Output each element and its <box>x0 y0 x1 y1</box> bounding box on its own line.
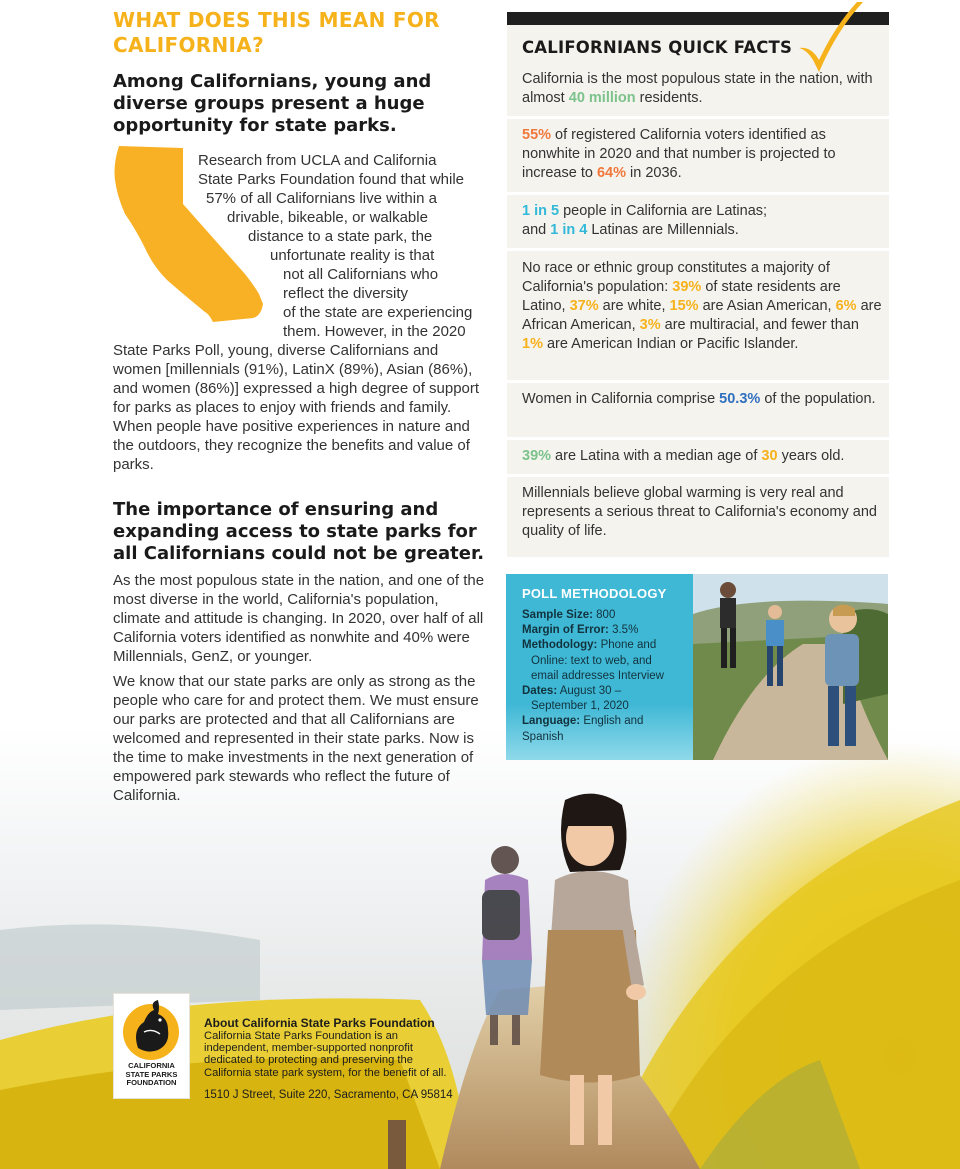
stat-1-in-4: 1 in 4 <box>550 222 588 238</box>
logo-wordmark: CALIFORNIA STATE PARKS FOUNDATION <box>125 1061 178 1087</box>
fact-latinas: 1 in 5 people in California are Latinas; and 1 in 4 Latinas are Millennials. <box>522 203 768 238</box>
research-line: of the state are experiencing <box>283 304 473 321</box>
about-body: California State Parks Foundation is an independent, member-supported nonprofit dedicated to protecting and preserving the California state park system, for the benefit of all. <box>204 1030 447 1079</box>
section-kicker: WHAT DOES THIS MEAN FOR CALIFORNIA? <box>113 8 440 57</box>
fact-divider <box>507 437 889 440</box>
fact-population: California is the most populous state in the nation, with almost 40 million residents. <box>522 71 873 106</box>
paragraph-populous: As the most populous state in the nation, and one of the most diverse in the world, California's population, climate and attitude is changing. In 2020, over half of all California voters identified as nonwhite and 40% were Millennials, GenZ, or younger. <box>113 572 485 665</box>
poll-details: Sample Size: 800 Margin of Error: 3.5% Methodology: Phone and Online: text to web, and email addresses Interview Dates: August 30 – September 1, 2020 Language: English and Spanish <box>522 609 664 743</box>
quail-logo-icon <box>114 994 189 1064</box>
research-line: not all Californians who <box>283 266 439 283</box>
fact-voters: 55% of registered California voters identified as nonwhite in 2020 and that number is projected to increase to 64% in 2036. <box>522 127 836 181</box>
fact-ethnic-groups: No race or ethnic group constitutes a majority of California's population: 39% of state residents are Latino, 37% are white, 15% are Asian American, 6% are African American, 3% are multiracial, and fewer than 1% are American Indian or Pacific Islander. <box>522 260 882 352</box>
research-line: drivable, bikeable, or walkable <box>227 209 428 226</box>
checkmark-icon <box>797 0 867 80</box>
research-line: them. However, in the 2020 <box>283 323 466 340</box>
research-line: 57% of all Californians live within a <box>206 190 437 207</box>
about-foundation <box>204 1017 494 1102</box>
research-line: State Parks Foundation found that while <box>198 171 465 188</box>
fact-millennials: Millennials believe global warming is very real and represents a serious threat to California's economy and quality of life. <box>522 485 877 539</box>
research-line: Research from UCLA and California <box>198 152 437 169</box>
fact-divider <box>507 192 889 195</box>
poll-title: POLL METHODOLOGY <box>522 586 667 601</box>
fact-divider <box>507 116 889 119</box>
quick-facts-panel <box>507 12 889 557</box>
foundation-address: 1510 J Street, Suite 220, Sacramento, CA 95814 <box>204 1088 453 1101</box>
photo-hikers <box>693 574 888 760</box>
poll-methodology-box <box>506 574 693 760</box>
stat-1-in-5: 1 in 5 <box>522 203 560 219</box>
fact-divider <box>507 474 889 477</box>
fact-divider <box>507 248 889 251</box>
quick-facts-title: CALIFORNIANS QUICK FACTS <box>522 38 793 57</box>
research-line: unfortunate reality is that <box>270 247 435 264</box>
poll-methodology <box>506 574 888 760</box>
heading-importance: The importance of ensuring and expanding access to state parks for all Californians could not be greater. <box>113 499 485 564</box>
about-title: About California State Parks Foundation <box>204 1016 435 1030</box>
research-line: reflect the diversity <box>283 285 409 302</box>
fact-latina-age: 39% are Latina with a median age of 30 years old. <box>522 448 845 464</box>
stat-50-3-percent: 50.3% <box>719 391 761 407</box>
fact-divider <box>507 380 889 383</box>
stat-55-percent: 55% <box>522 127 552 143</box>
fact-women: Women in California comprise 50.3% of the population. <box>522 391 876 407</box>
research-line: distance to a state park, the <box>248 228 433 245</box>
foundation-logo <box>113 993 190 1099</box>
research-paragraph-rest: State Parks Poll, young, diverse Californians and women [millennials (91%), LatinX (89%), Asian (86%), and women (86%)] expressed a high degree of support for parks as places to enjoy with friends and family. When people have positive experiences in nature and the outdoors, they recognize the benefits and value of parks. <box>113 342 480 473</box>
paragraph-stewards: We know that our state parks are only as strong as the people who care for and protect them. We must ensure our parks are protected and that all Californians are welcomed and represented in their state parks. Now is the time to make investments in the next generation of empowered park stewards who reflect the future of California. <box>113 673 479 804</box>
stat-40-million: 40 million <box>568 90 636 106</box>
stat-64-percent: 64% <box>596 165 626 181</box>
heading-opportunity: Among Californians, young and diverse groups present a huge opportunity for state parks. <box>113 71 432 136</box>
